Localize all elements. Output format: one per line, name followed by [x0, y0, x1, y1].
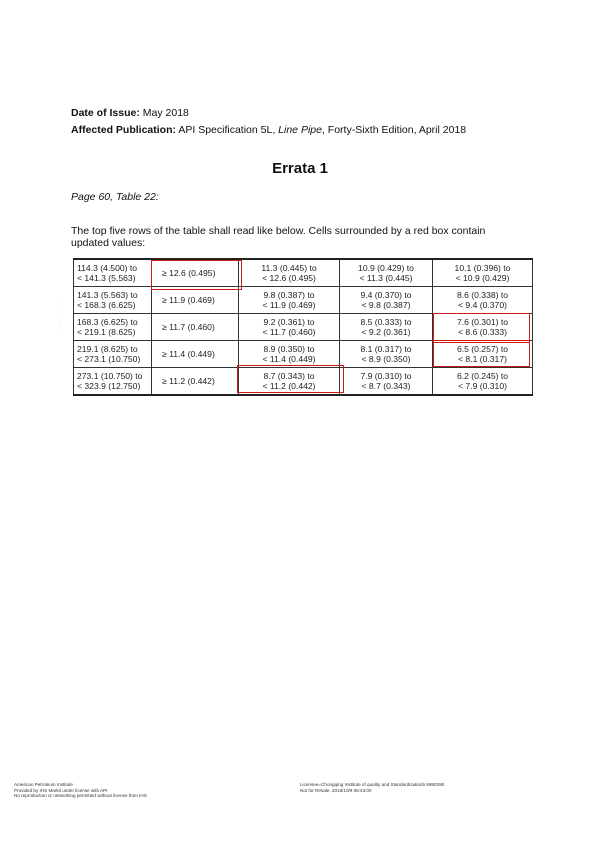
date-of-issue-value: May 2018: [142, 107, 189, 119]
cell-line: < 10.9 (0.429): [455, 273, 510, 283]
footer-right: [300, 782, 444, 793]
date-of-issue-label: Date of Issue:: [71, 107, 140, 119]
cell-line: < 8.7 (0.343): [361, 381, 411, 391]
table-row: [74, 341, 533, 368]
table-cell: [433, 287, 533, 314]
table-cell: [152, 341, 239, 368]
table-cell: [239, 341, 340, 368]
cell-line: < 9.8 (0.387): [361, 300, 411, 310]
cell-line: 11.3 (0.445) to: [261, 263, 317, 273]
table-cell: [74, 341, 152, 368]
cell-line: < 323.9 (12.750): [77, 381, 141, 391]
table-cell: [340, 341, 433, 368]
publication-prefix: API Specification 5L,: [178, 124, 279, 136]
table-body: [74, 259, 533, 395]
table-cell: [433, 259, 533, 287]
cell-line: 141.3 (5.563) to: [77, 290, 138, 300]
footer-line: American Petroleum Institute: [14, 782, 73, 787]
table-cell: [239, 259, 340, 287]
cell-line: 8.5 (0.333) to: [360, 317, 412, 327]
table-cell: [74, 259, 152, 287]
cell-line: 9.2 (0.361) to: [263, 317, 315, 327]
table-row: [74, 314, 533, 341]
cell-line: < 168.3 (6.625): [77, 300, 136, 310]
publication-suffix: , Forty-Sixth Edition, April 2018: [321, 124, 467, 136]
cell-line: ≥ 11.2 (0.442): [162, 376, 215, 386]
cell-line: < 12.6 (0.495): [262, 273, 316, 283]
margin-marks: · · · · · ·: [60, 300, 62, 336]
page-reference: Page 60, Table 22:: [71, 191, 159, 203]
table-cell: [74, 314, 152, 341]
instruction-text: The top five rows of the table shall read like below. Cells surrounded by a red box contain updated values:: [71, 225, 486, 249]
cell-line: < 8.1 (0.317): [458, 354, 507, 364]
cell-line: 6.5 (0.257) to: [456, 344, 509, 354]
cell-line: 7.9 (0.310) to: [360, 371, 412, 381]
cell-line: 9.4 (0.370) to: [360, 290, 412, 300]
footer-left: [14, 782, 147, 799]
cell-line: ≥ 11.9 (0.469): [162, 295, 215, 305]
cell-line: < 8.6 (0.333): [458, 327, 507, 337]
cell-line: 9.8 (0.387) to: [263, 290, 315, 300]
cell-line: ≥ 11.7 (0.460): [162, 322, 215, 332]
cell-line: < 7.9 (0.310): [458, 381, 507, 391]
table-cell: [433, 368, 533, 396]
cell-line: 8.9 (0.350) to: [263, 344, 315, 354]
table-cell: [74, 287, 152, 314]
table-cell: [340, 259, 433, 287]
errata-table: [73, 258, 533, 396]
table-cell: [152, 368, 239, 396]
table-cell: [340, 287, 433, 314]
table-cell: [239, 314, 340, 341]
cell-line: < 219.1 (8.625): [77, 327, 136, 337]
cell-line: < 9.4 (0.370): [458, 300, 507, 310]
cell-line: < 11.7 (0.460): [262, 327, 316, 337]
footer-line: Licensee=Chongqing Institute of quality and Standardizationb 5990390: [300, 782, 445, 787]
cell-line: < 141.3 (5.563): [77, 273, 136, 283]
cell-line: < 11.2 (0.442): [262, 381, 316, 391]
footer-line: Not for Resale, 2018/10/9 08:43:00: [300, 787, 372, 793]
cell-line: 219.1 (8.625) to: [77, 344, 138, 354]
table-cell: [433, 314, 533, 341]
cell-line: 8.6 (0.338) to: [456, 290, 509, 300]
footer-line: Provided by IHS Markit under license with API: [14, 787, 108, 793]
affected-publication: [71, 124, 466, 136]
table-cell: [239, 368, 340, 396]
cell-line: ≥ 11.4 (0.449): [162, 349, 215, 359]
cell-line: 6.2 (0.245) to: [456, 371, 509, 381]
cell-line: 7.6 (0.301) to: [456, 317, 509, 327]
cell-line: < 11.9 (0.469): [262, 300, 316, 310]
cell-line: 8.1 (0.317) to: [360, 344, 412, 354]
cell-line: 273.1 (10.750) to: [77, 371, 143, 381]
table-cell: [340, 314, 433, 341]
table-cell: [74, 368, 152, 396]
cell-line: < 11.3 (0.445): [359, 273, 413, 283]
table-cell: [239, 287, 340, 314]
cell-line: ≥ 12.6 (0.495): [162, 268, 216, 278]
errata-table-container: [73, 258, 532, 396]
cell-line: < 8.9 (0.350): [361, 354, 411, 364]
table-cell: [340, 368, 433, 396]
cell-line: < 9.2 (0.361): [361, 327, 411, 337]
date-of-issue: [71, 107, 189, 119]
affected-publication-label: Affected Publication:: [71, 124, 177, 136]
table-row: [74, 287, 533, 314]
publication-title: Line Pipe: [278, 124, 322, 136]
table-cell: [433, 341, 533, 368]
table-row: [74, 259, 533, 287]
cell-line: < 11.4 (0.449): [262, 354, 316, 364]
table-row: [74, 368, 533, 396]
cell-line: 10.1 (0.396) to: [454, 263, 511, 273]
footer-line: No reproduction or networking permitted without license from IHS: [14, 793, 147, 799]
cell-line: 8.7 (0.343) to: [263, 371, 315, 381]
cell-line: 114.3 (4.500) to: [77, 263, 138, 273]
table-cell: [152, 287, 239, 314]
table-cell: [152, 259, 239, 287]
cell-line: 168.3 (6.625) to: [77, 317, 138, 327]
table-cell: [152, 314, 239, 341]
page-title: Errata 1: [272, 160, 328, 177]
cell-line: 10.9 (0.429) to: [358, 263, 414, 273]
cell-line: < 273.1 (10.750): [77, 354, 141, 364]
